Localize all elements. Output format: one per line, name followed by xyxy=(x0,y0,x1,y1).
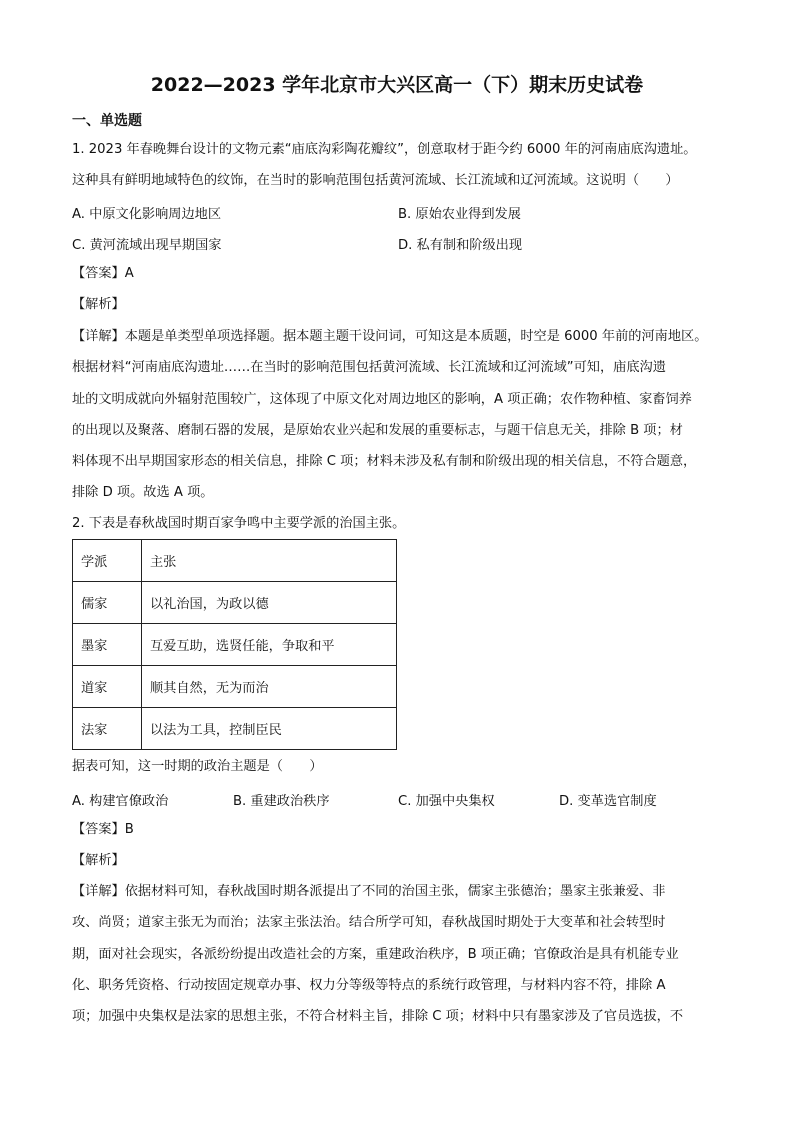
section-heading: 一、单选题 xyxy=(72,113,142,129)
q2-option-a: A. 构建官僚政治 xyxy=(72,794,169,809)
q1-analysis-label: 【解析】 xyxy=(72,297,125,312)
q1-option-d: D. 私有制和阶级出现 xyxy=(398,238,523,253)
table-header-cell: 主张 xyxy=(142,540,397,582)
q1-option-c: C. 黄河流域出现早期国家 xyxy=(72,238,222,253)
table-header-cell: 学派 xyxy=(73,540,142,582)
table-cell-school: 法家 xyxy=(73,708,142,750)
table-cell-idea: 以礼治国，为政以德 xyxy=(142,582,397,624)
page-title: 2022—2023 学年北京市大兴区高一（下）期末历史试卷 xyxy=(150,74,644,96)
q2-detail-line-2: 攻、尚贤；道家主张无为而治；法家主张法治。结合所学可知，春秋战国时期处于大变革和社会转型时 xyxy=(72,915,666,930)
q2-answer: 【答案】B xyxy=(72,822,134,837)
q1-detail-line-2: 根据材料“河南庙底沟遗址……在当时的影响范围包括黄河流域、长江流域和辽河流域”可知，庙底沟遗 xyxy=(72,360,666,375)
table-header-row xyxy=(73,540,397,582)
q2-option-c: C. 加强中央集权 xyxy=(398,794,495,809)
schools-table xyxy=(72,539,397,750)
q1-detail-line-4: 的出现以及聚落、磨制石器的发展，是原始农业兴起和发展的重要标志，与题干信息无关，排除 B 项；材 xyxy=(72,423,683,438)
table-cell-school: 儒家 xyxy=(73,582,142,624)
q2-detail-line-5: 项；加强中央集权是法家的思想主张，不符合材料主旨，排除 C 项；材料中只有墨家涉及了官员选拔，不 xyxy=(72,1009,684,1024)
table-row xyxy=(73,582,397,624)
table-row xyxy=(73,666,397,708)
q1-stem-line-2: 这种具有鲜明地域特色的纹饰，在当时的影响范围包括黄河流域、长江流域和辽河流域。这说明（ ） xyxy=(72,173,679,188)
q2-stem: 2. 下表是春秋战国时期百家争鸣中主要学派的治国主张。 xyxy=(72,516,406,531)
table-cell-idea: 顺其自然，无为而治 xyxy=(142,666,397,708)
table-row xyxy=(73,708,397,750)
q2-option-b: B. 重建政治秩序 xyxy=(233,794,330,809)
table-cell-idea: 以法为工具，控制臣民 xyxy=(142,708,397,750)
q1-option-a: A. 中原文化影响周边地区 xyxy=(72,207,222,222)
table-row xyxy=(73,624,397,666)
q1-detail-line-5: 料体现不出早期国家形态的相关信息，排除 C 项；材料未涉及私有制和阶级出现的相关信息，不符合题意， xyxy=(72,454,697,469)
q2-detail-line-4: 化、职务凭资格、行动按固定规章办事、权力分等级等特点的系统行政管理，与材料内容不符，排除 A xyxy=(72,978,666,993)
q2-analysis-label: 【解析】 xyxy=(72,853,125,868)
q1-detail-line-6: 排除 D 项。故选 A 项。 xyxy=(72,485,214,500)
q1-answer: 【答案】A xyxy=(72,266,134,281)
q1-stem-line-1: 1. 2023 年春晚舞台设计的文物元素“庙底沟彩陶花瓣纹”，创意取材于距今约 6000 年的河南庙底沟遗址。 xyxy=(72,142,697,157)
q1-detail-line-3: 址的文明成就向外辐射范围较广，这体现了中原文化对周边地区的影响，A 项正确；农作物种植、家畜饲养 xyxy=(72,392,692,407)
q2-question: 据表可知，这一时期的政治主题是（ ） xyxy=(72,759,323,774)
q2-detail-line-3: 期，面对社会现实，各派纷纷提出改造社会的方案，重建政治秩序，B 项正确；官僚政治是具有机能专业 xyxy=(72,947,679,962)
q1-detail-line-1: 【详解】本题是单类型单项选择题。据本题主题干设问词，可知这是本质题，时空是 6000 年前的河南地区。 xyxy=(72,329,708,344)
table-cell-school: 道家 xyxy=(73,666,142,708)
table-cell-idea: 互爱互助，选贤任能，争取和平 xyxy=(142,624,397,666)
q2-detail-line-1: 【详解】依据材料可知，春秋战国时期各派提出了不同的治国主张，儒家主张德治；墨家主张兼爱、非 xyxy=(72,884,666,899)
table-cell-school: 墨家 xyxy=(73,624,142,666)
q2-option-d: D. 变革选官制度 xyxy=(559,794,657,809)
q1-option-b: B. 原始农业得到发展 xyxy=(398,207,521,222)
